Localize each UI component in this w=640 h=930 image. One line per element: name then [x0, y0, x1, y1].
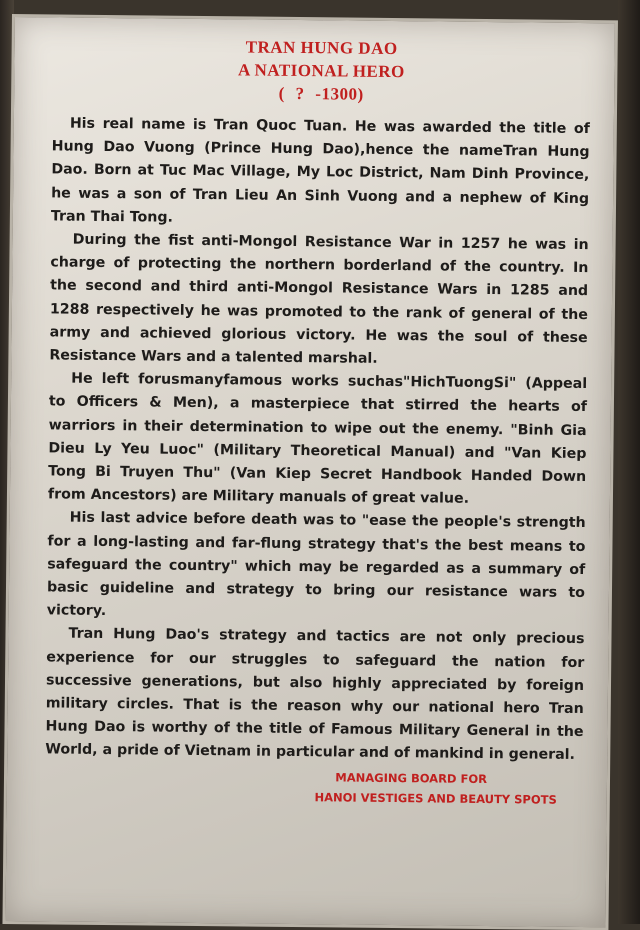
title-name: TRAN HUNG DAO — [245, 37, 398, 59]
paragraph-resistance-wars: During the fist anti-Mongol Resistance War in 1257 he was in charge of protecting the northern borderland of the country. In the second and third anti-Mongol Resistance Wars in 1285 and 1288 respectively he was promoted to the rank of general of the army and achieved glorious victory. He was the soul of these Resistance Wars and a talented marshal. — [49, 231, 589, 367]
wall-right — [618, 0, 640, 924]
plaque-title — [52, 33, 591, 108]
paragraph-last-advice: His last advice before death was to "ease the people's strength for a long-lasting and far-flung strategy that's the best means to safeguard the country" which may be regarded as a summary of basic guideline and strategy to bring our resistance wars to victory. — [46, 510, 586, 620]
memorial-plaque — [2, 14, 617, 930]
footer-organization: HANOI VESTIGES AND BEAUTY SPOTS — [314, 789, 557, 807]
paragraph-biography: His real name is Tran Quoc Tuan. He was awarded the title of Hung Dao Vuong (Prince Hung Dao),hence the nameTran Hung Dao. Born at Tuc Mac Village, My Loc District, Nam Dinh Province, he was a son of Tran Lieu An Sinh Vuong and a nephew of King Tran Thai Tong. — [50, 115, 590, 226]
title-subtitle: A NATIONAL HERO — [237, 60, 405, 82]
title-dates: ( ? -1300) — [278, 83, 364, 104]
plaque-footer — [45, 764, 583, 810]
paragraph-legacy: Tran Hung Dao's strategy and tactics are not only precious experience for our struggles to safeguard the nation for successive generations, but also highly appreciated by foreign military circles. That is the reason why our national hero Tran Hung Dao is worthy of the title of Famous Military General in the World, a pride of Vietnam in particular and of mankind in general. — [45, 626, 585, 764]
paragraph-works: He left forusmanyfamous works suchas"HichTuongSi" (Appeal to Officers & Men), a masterpiece that stirred the hearts of warriors in their determination to wipe out the enemy. "Binh Gia Dieu Ly Yeu Luoc" (Military Theoretical Manual) and "Van Kiep Tong Bi Truyen Thu" (Van Kiep Secret Handbook Handed Down from Ancestors) are Military manuals of great value. — [47, 370, 588, 508]
plaque-body — [45, 112, 590, 767]
footer-board: MANAGING BOARD FOR — [335, 770, 488, 786]
